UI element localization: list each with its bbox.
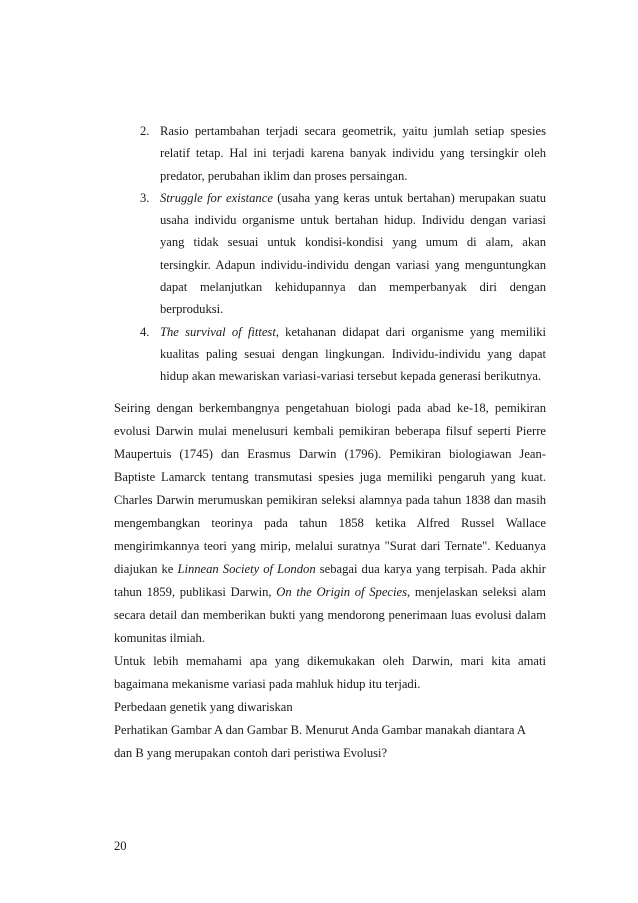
italic-book-title: On the Origin of Species	[276, 585, 408, 599]
numbered-list	[114, 120, 546, 388]
list-number: 4.	[140, 324, 150, 339]
section-heading: Perbedaan genetik yang diwariskan	[114, 700, 293, 714]
page-number: 20	[114, 839, 127, 853]
body-text	[114, 397, 546, 765]
list-text: (usaha yang keras untuk bertahan) merupakan suatu usaha individu organisme untuk bertahan hidup. Individu dengan variasi yang tidak sesuai untuk kondisi-kondisi yang umum di alam, akan tersingkir. Adapun individu-individu dengan variasi yang menguntungkan dapat melanjutkan kehidupannya dan memperbanyak diri dengan berproduksi.	[160, 190, 546, 317]
list-item	[114, 187, 546, 321]
paragraph-darwin-history	[114, 397, 546, 650]
paragraph-mechanism: Untuk lebih memahami apa yang dikemukakan oleh Darwin, mari kita amati bagaimana mekanisme variasi pada mahluk hidup itu terjadi.	[114, 654, 546, 691]
paragraph-text: , menjelaskan seleksi alam secara detail dan memberikan bukti yang mendorong penerimaan luas evolusi dalam komunitas ilmiah.	[114, 585, 546, 645]
list-item	[114, 120, 546, 187]
list-number: 2.	[140, 124, 150, 138]
paragraph-text: Seiring dengan berkembangnya pengetahuan biologi pada abad ke-18, pemikiran evolusi Darwin mulai menelusuri kembali pemikiran beberapa filsuf seperti Pierre Maupertuis (1745) dan Erasmus Darwin (1796). Pemikiran biologiawan Jean-Baptiste Lamarck tentang transmutasi spesies juga memiliki pengaruh yang kuat. Charles Darwin merumuskan pemikiran seleksi alamnya pada tahun 1838 dan masih mengembangkan teorinya pada tahun 1858 ketika Alfred Russel Wallace mengirimkannya teori yang mirip, melalui suratnya "Surat dari Ternate". Keduanya diajukan ke	[114, 401, 546, 576]
list-text: , ketahanan didapat dari organisme yang memiliki kualitas paling sesuai dengan lingkungan. Individu-individu yang dapat hidup akan mewariskan variasi-variasi tersebut kepada generasi berikutnya.	[160, 324, 546, 384]
list-term-italic: The survival of fittest	[160, 324, 276, 339]
italic-society-name: Linnean Society of London	[177, 562, 316, 576]
paragraph-question: Perhatikan Gambar A dan Gambar B. Menurut Anda Gambar manakah diantara A dan B yang merupakan contoh dari peristiwa Evolusi?	[114, 723, 526, 760]
list-text: Rasio pertambahan terjadi secara geometrik, yaitu jumlah setiap spesies relatif tetap. Hal ini terjadi karena banyak individu yang tersingkir oleh predator, perubahan iklim dan proses persaingan.	[160, 124, 546, 183]
list-term-italic: Struggle for existance	[160, 190, 273, 205]
paragraph-text: sebagai dua karya yang terpisah. Pada akhir tahun 1859, publikasi Darwin,	[114, 562, 546, 599]
list-number: 3.	[140, 190, 150, 205]
list-item	[114, 321, 546, 388]
